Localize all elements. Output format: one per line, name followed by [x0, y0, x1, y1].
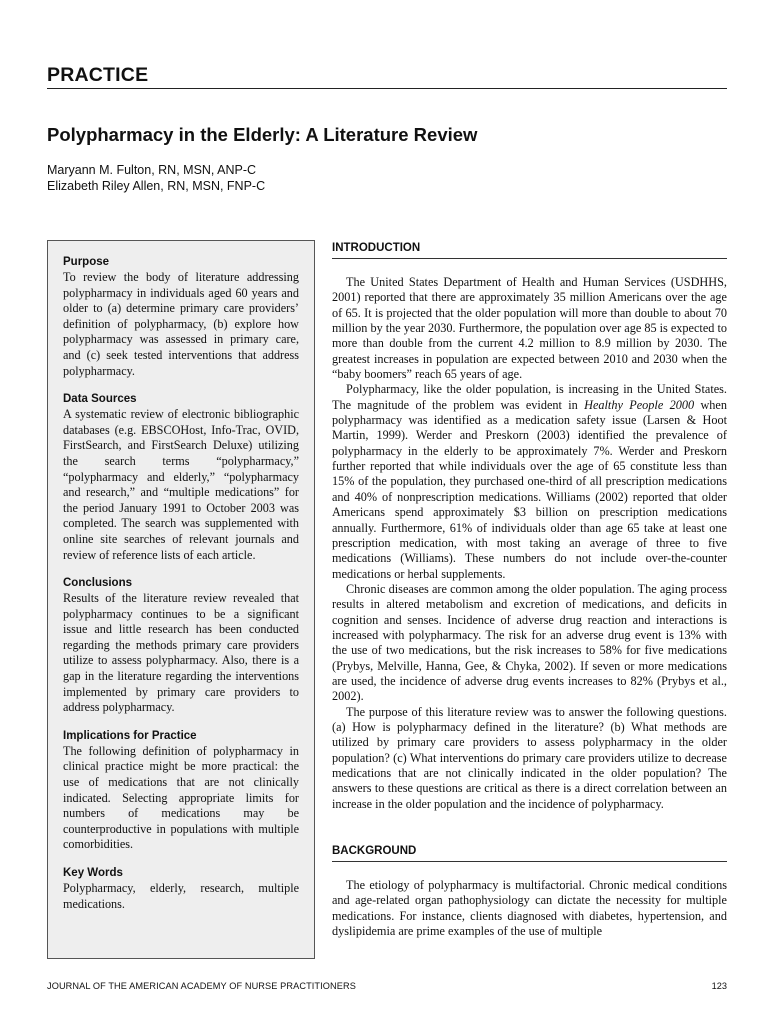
introduction-paragraph: The United States Department of Health and Human Services (USDHHS, 2001) reported that there are approximately 35 million Americans over the age of 65. It is projected that the older population will more than double to about 70 million by the year 2030. Furthermore, the population over age 85 is expected to more than double from the current 4.2 million to 8.9 million by 2030. The greatest increases in population are expected between 2010 and 2030 when the “baby boomers” reach 65 years of age.	[332, 275, 727, 382]
author-1: Maryann M. Fulton, RN, MSN, ANP-C	[47, 163, 257, 177]
introduction-paragraph: The purpose of this literature review was to answer the following questions. (a) How is polypharmacy defined in the literature? (b) What methods are utilized by primary care providers to assess polypharmacy in the older population? (c) What interventions do primary care providers utilize to decrease medications that are not clinically indicated in the older population? The answers to these questions are critical as there is a direct correlation between an increase in the older population and the incidence of polypharmacy.	[332, 704, 727, 811]
abstract-conclusions-text: Results of the literature review revealed that polypharmacy continues to be a significant issue and little research has been conducted regarding the methods primary care providers utilize to assess polypharmacy. Also, there is a gap in the literature regarding the interventions implemented by primary care providers to address polypharmacy.	[63, 591, 299, 715]
introduction-paragraph	[332, 382, 727, 581]
abstract-box	[47, 240, 315, 959]
introduction-paragraph: Chronic diseases are common among the older population. The aging process results in altered metabolism and excretion of medications, and deficits in cognition and senses. Incidence of adverse drug reaction and interactions is increased with polypharmacy. The risk for an adverse drug event is 13% with the use of two medications, but the risk increases to 58% for five medications (Prybys, Melville, Hanna, Gee, & Chyka, 2002). If seven or more medications are used, the incidence of adverse drug events increases to 82% (Prybys et al., 2002).	[332, 581, 727, 704]
abstract-keywords-text: Polypharmacy, elderly, research, multiple medications.	[63, 881, 299, 911]
italic-title: Healthy People 2000	[584, 397, 695, 412]
background-paragraph: The etiology of polypharmacy is multifactorial. Chronic medical conditions and age-related organ pathophysiology can dictate the necessity for multiple medications. For instance, clients diagnosed with diabetes, hypertension, and dyslipidemia are prime examples of the use of multiple	[332, 878, 727, 939]
article-title: Polypharmacy in the Elderly: A Literature Review	[47, 124, 478, 145]
page-number: 123	[711, 981, 727, 991]
paragraph-text: Polypharmacy, like the older population, is increasing in the United States. The magnitude of the problem was evident in	[332, 382, 727, 412]
abstract-conclusions-heading: Conclusions	[63, 577, 133, 590]
abstract-implications-text: The following definition of polypharmacy in clinical practice might be more practical: the use of medications that are not clinically indicated. Selecting appropriate limits for numbers of medications may be counterproductive in populations with multiple comorbidities.	[63, 743, 299, 852]
footer-journal-name: JOURNAL OF THE AMERICAN ACADEMY OF NURSE PRACTITIONERS	[47, 981, 356, 991]
abstract-data-sources-heading: Data Sources	[63, 393, 137, 406]
body-column	[332, 240, 727, 939]
section-label: PRACTICE	[47, 64, 149, 86]
abstract-purpose-heading: Purpose	[63, 256, 110, 268]
paragraph-text: when polypharmacy was identified as a medication safety issue (Larsen & Hoot Martin, 1999). Werder and Preskorn (2003) identified the prevalence of polypharmacy in the elderly to be approximately 7%. Werder and Preskorn further reported that while individuals over the age of 65 constitute less than 15% of the population, they purchased one-third of all prescription medications and 40% of nonprescription medications. Williams (2002) reported that older Americans spend approximately $3 billion on prescription medications annually. Furthermore, 61% of individuals older than age 65 take at least one prescription medication, with most taking an average of three to five medications (Williams). These numbers do not include over-the-counter medications or herbal supplements.	[332, 397, 727, 581]
abstract-implications-heading: Implications for Practice	[63, 729, 197, 742]
section-divider	[47, 88, 727, 89]
introduction-heading: INTRODUCTION	[332, 240, 727, 259]
author-list	[47, 162, 265, 194]
abstract-keywords-heading: Key Words	[63, 867, 123, 879]
background-heading: BACKGROUND	[332, 843, 727, 862]
abstract-data-sources-text: A systematic review of electronic bibliographic databases (e.g. EBSCOHost, Info-Trac, OVID, FirstSearch, and FirstSearch Deluxe) utilizing the search terms “polypharmacy,” “polypharmacy and elderly,” “polypharmacy and research,” and “multiple medications” for the period January 1991 to October 2003 was completed. The search was supplemented with online site searches of relevant journals and review of reference lists of each article.	[63, 407, 299, 562]
author-2: Elizabeth Riley Allen, RN, MSN, FNP-C	[47, 179, 266, 193]
abstract-purpose-text: To review the body of literature addressing polypharmacy in individuals aged 60 years and older to (a) determine primary care providers’ definition of polypharmacy, (b) explore how polypharmacy was assessed in primary care, and (c) seek tested interventions that address polypharmacy.	[63, 270, 299, 378]
